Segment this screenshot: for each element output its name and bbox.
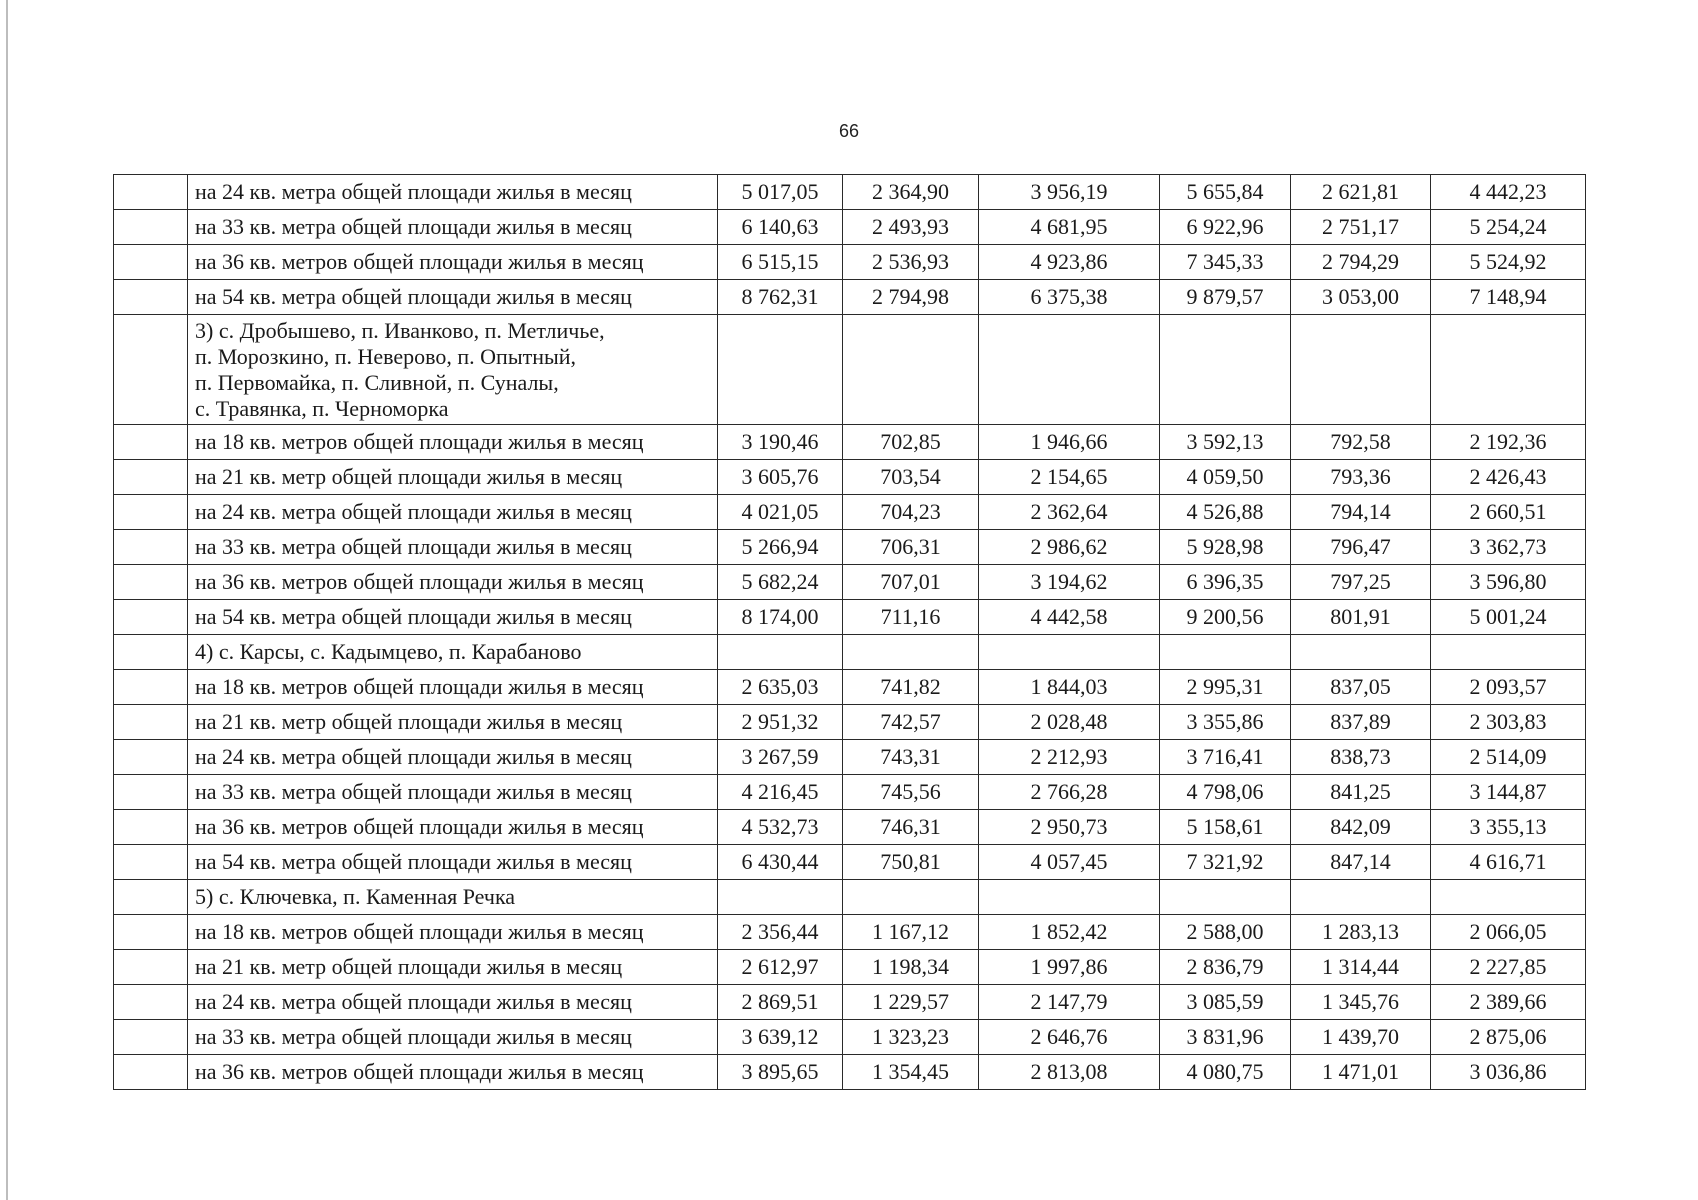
tariff-value-cell: 837,89 xyxy=(1291,705,1431,740)
table-row xyxy=(114,245,1586,280)
table-row xyxy=(114,775,1586,810)
tariff-value-cell: 3 956,19 xyxy=(979,175,1160,210)
tariff-value-cell: 1 997,86 xyxy=(979,950,1160,985)
tariff-value-cell: 2 794,29 xyxy=(1291,245,1431,280)
group-header-row xyxy=(114,880,1586,915)
tariff-value-cell: 702,85 xyxy=(843,425,979,460)
tariff-value-cell: 6 375,38 xyxy=(979,280,1160,315)
tariff-value-cell: 1 198,34 xyxy=(843,950,979,985)
tariff-value-cell xyxy=(1291,635,1431,670)
table-row xyxy=(114,425,1586,460)
group-header-row xyxy=(114,635,1586,670)
table-row xyxy=(114,915,1586,950)
tariff-value-cell: 1 946,66 xyxy=(979,425,1160,460)
tariff-value-cell: 838,73 xyxy=(1291,740,1431,775)
tariff-value-cell: 2 426,43 xyxy=(1431,460,1586,495)
tariff-value-cell: 1 314,44 xyxy=(1291,950,1431,985)
tariff-value-cell xyxy=(1160,635,1291,670)
row-number-cell xyxy=(114,985,188,1020)
tariff-value-cell: 3 194,62 xyxy=(979,565,1160,600)
tariff-value-cell: 3 085,59 xyxy=(1160,985,1291,1020)
tariff-value-cell: 2 995,31 xyxy=(1160,670,1291,705)
area-norm-label: на 33 кв. метра общей площади жилья в месяц xyxy=(188,210,718,245)
tariff-value-cell: 703,54 xyxy=(843,460,979,495)
tariff-value-cell: 2 588,00 xyxy=(1160,915,1291,950)
tariff-value-cell xyxy=(1291,315,1431,425)
tariff-value-cell: 4 442,58 xyxy=(979,600,1160,635)
tariff-value-cell: 2 227,85 xyxy=(1431,950,1586,985)
tariff-value-cell xyxy=(979,880,1160,915)
tariff-value-cell: 3 190,46 xyxy=(718,425,843,460)
area-norm-label: на 24 кв. метра общей площади жилья в месяц xyxy=(188,985,718,1020)
tariff-value-cell: 2 986,62 xyxy=(979,530,1160,565)
locality-group-label xyxy=(188,635,718,670)
table-row xyxy=(114,175,1586,210)
row-number-cell xyxy=(114,670,188,705)
table-row xyxy=(114,565,1586,600)
tariff-value-cell: 2 154,65 xyxy=(979,460,1160,495)
table-row xyxy=(114,460,1586,495)
tariff-value-cell: 704,23 xyxy=(843,495,979,530)
tariff-value-cell: 742,57 xyxy=(843,705,979,740)
tariff-value-cell: 5 682,24 xyxy=(718,565,843,600)
tariff-value-cell xyxy=(1160,880,1291,915)
tariff-value-cell: 2 875,06 xyxy=(1431,1020,1586,1055)
row-number-cell xyxy=(114,845,188,880)
table-row xyxy=(114,740,1586,775)
tariff-value-cell: 7 148,94 xyxy=(1431,280,1586,315)
row-number-cell xyxy=(114,705,188,740)
area-norm-label: на 33 кв. метра общей площади жилья в месяц xyxy=(188,1020,718,1055)
tariff-value-cell: 2 836,79 xyxy=(1160,950,1291,985)
tariff-value-cell: 5 266,94 xyxy=(718,530,843,565)
table-row xyxy=(114,1020,1586,1055)
tariff-value-cell xyxy=(843,635,979,670)
row-number-cell xyxy=(114,210,188,245)
tariff-value-cell: 707,01 xyxy=(843,565,979,600)
tariff-value-cell: 1 345,76 xyxy=(1291,985,1431,1020)
tariff-value-cell: 743,31 xyxy=(843,740,979,775)
tariff-value-cell: 2 493,93 xyxy=(843,210,979,245)
tariff-value-cell: 1 167,12 xyxy=(843,915,979,950)
area-norm-label: на 24 кв. метра общей площади жилья в месяц xyxy=(188,175,718,210)
area-norm-label: на 36 кв. метров общей площади жилья в месяц xyxy=(188,245,718,280)
tariff-value-cell: 746,31 xyxy=(843,810,979,845)
tariff-value-cell: 5 001,24 xyxy=(1431,600,1586,635)
tariff-value-cell: 842,09 xyxy=(1291,810,1431,845)
tariff-value-cell: 2 362,64 xyxy=(979,495,1160,530)
area-norm-label: на 24 кв. метра общей площади жилья в месяц xyxy=(188,495,718,530)
row-number-cell xyxy=(114,775,188,810)
tariff-value-cell: 2 794,98 xyxy=(843,280,979,315)
tariff-value-cell: 3 036,86 xyxy=(1431,1055,1586,1090)
table-row xyxy=(114,985,1586,1020)
tariff-value-cell: 2 093,57 xyxy=(1431,670,1586,705)
tariff-value-cell xyxy=(1160,315,1291,425)
tariff-value-cell: 2 621,81 xyxy=(1291,175,1431,210)
tariff-value-cell: 2 066,05 xyxy=(1431,915,1586,950)
row-number-cell xyxy=(114,175,188,210)
tariff-value-cell xyxy=(979,315,1160,425)
tariff-value-cell: 5 928,98 xyxy=(1160,530,1291,565)
tariff-value-cell: 7 321,92 xyxy=(1160,845,1291,880)
tariff-value-cell: 4 798,06 xyxy=(1160,775,1291,810)
tariff-value-cell: 2 364,90 xyxy=(843,175,979,210)
tariff-value-cell: 745,56 xyxy=(843,775,979,810)
tariff-value-cell: 4 080,75 xyxy=(1160,1055,1291,1090)
tariff-value-cell: 5 254,24 xyxy=(1431,210,1586,245)
tariff-value-cell xyxy=(718,635,843,670)
tariff-value-cell: 797,25 xyxy=(1291,565,1431,600)
locality-group-line: с. Травянка, п. Черноморка xyxy=(195,395,449,421)
area-norm-label: на 18 кв. метров общей площади жилья в месяц xyxy=(188,915,718,950)
table-row xyxy=(114,600,1586,635)
tariff-value-cell: 9 879,57 xyxy=(1160,280,1291,315)
tariff-value-cell: 6 515,15 xyxy=(718,245,843,280)
tariff-value-cell: 2 536,93 xyxy=(843,245,979,280)
tariff-value-cell: 3 267,59 xyxy=(718,740,843,775)
tariff-value-cell: 6 430,44 xyxy=(718,845,843,880)
tariff-value-cell: 3 355,13 xyxy=(1431,810,1586,845)
tariff-value-cell: 796,47 xyxy=(1291,530,1431,565)
tariff-value-cell: 4 616,71 xyxy=(1431,845,1586,880)
tariff-value-cell: 1 844,03 xyxy=(979,670,1160,705)
tariff-value-cell: 2 813,08 xyxy=(979,1055,1160,1090)
tariff-value-cell: 793,36 xyxy=(1291,460,1431,495)
area-norm-label: на 36 кв. метров общей площади жилья в месяц xyxy=(188,810,718,845)
tariff-value-cell: 5 158,61 xyxy=(1160,810,1291,845)
tariff-value-cell: 3 596,80 xyxy=(1431,565,1586,600)
tariff-value-cell: 2 612,97 xyxy=(718,950,843,985)
tariff-value-cell xyxy=(1431,635,1586,670)
row-number-cell xyxy=(114,425,188,460)
tariff-value-cell: 4 442,23 xyxy=(1431,175,1586,210)
tariff-value-cell: 2 766,28 xyxy=(979,775,1160,810)
tariff-value-cell: 794,14 xyxy=(1291,495,1431,530)
area-norm-label: на 18 кв. метров общей площади жилья в месяц xyxy=(188,670,718,705)
tariff-value-cell xyxy=(718,880,843,915)
area-norm-label: на 33 кв. метра общей площади жилья в месяц xyxy=(188,530,718,565)
tariff-value-cell: 3 639,12 xyxy=(718,1020,843,1055)
tariff-value-cell: 2 660,51 xyxy=(1431,495,1586,530)
row-number-cell xyxy=(114,740,188,775)
tariff-value-cell xyxy=(1431,880,1586,915)
locality-group-line: 5) с. Ключевка, п. Каменная Речка xyxy=(195,884,516,909)
tariff-value-cell: 8 762,31 xyxy=(718,280,843,315)
tariff-value-cell: 741,82 xyxy=(843,670,979,705)
tariff-value-cell: 6 922,96 xyxy=(1160,210,1291,245)
row-number-cell xyxy=(114,635,188,670)
tariff-value-cell: 3 144,87 xyxy=(1431,775,1586,810)
tariff-value-cell: 8 174,00 xyxy=(718,600,843,635)
tariff-value-cell: 2 514,09 xyxy=(1431,740,1586,775)
tariff-value-cell: 1 439,70 xyxy=(1291,1020,1431,1055)
row-number-cell xyxy=(114,245,188,280)
area-norm-label: на 18 кв. метров общей площади жилья в месяц xyxy=(188,425,718,460)
tariff-value-cell: 4 057,45 xyxy=(979,845,1160,880)
row-number-cell xyxy=(114,950,188,985)
area-norm-label: на 21 кв. метр общей площади жилья в месяц xyxy=(188,950,718,985)
tariff-value-cell: 4 923,86 xyxy=(979,245,1160,280)
tariff-value-cell: 6 396,35 xyxy=(1160,565,1291,600)
tariff-value-cell: 6 140,63 xyxy=(718,210,843,245)
tariff-value-cell: 4 532,73 xyxy=(718,810,843,845)
area-norm-label: на 36 кв. метров общей площади жилья в месяц xyxy=(188,565,718,600)
table-row xyxy=(114,210,1586,245)
tariff-value-cell: 2 028,48 xyxy=(979,705,1160,740)
area-norm-label: на 33 кв. метра общей площади жилья в месяц xyxy=(188,775,718,810)
tariff-value-cell: 3 716,41 xyxy=(1160,740,1291,775)
tariff-value-cell: 1 471,01 xyxy=(1291,1055,1431,1090)
table-row xyxy=(114,495,1586,530)
tariff-value-cell: 706,31 xyxy=(843,530,979,565)
tariff-value-cell: 3 592,13 xyxy=(1160,425,1291,460)
tariff-value-cell xyxy=(843,880,979,915)
table-row xyxy=(114,810,1586,845)
tariff-value-cell: 2 147,79 xyxy=(979,985,1160,1020)
area-norm-label: на 54 кв. метра общей площади жилья в месяц xyxy=(188,600,718,635)
tariff-value-cell: 2 212,93 xyxy=(979,740,1160,775)
tariff-value-cell: 1 229,57 xyxy=(843,985,979,1020)
tariff-value-cell: 2 389,66 xyxy=(1431,985,1586,1020)
area-norm-label: на 36 кв. метров общей площади жилья в месяц xyxy=(188,1055,718,1090)
tariff-value-cell: 4 526,88 xyxy=(1160,495,1291,530)
tariff-table xyxy=(113,174,1586,1090)
tariff-value-cell: 2 751,17 xyxy=(1291,210,1431,245)
row-number-cell xyxy=(114,460,188,495)
tariff-value-cell: 5 017,05 xyxy=(718,175,843,210)
tariff-value-cell xyxy=(979,635,1160,670)
tariff-value-cell: 801,91 xyxy=(1291,600,1431,635)
table-row xyxy=(114,530,1586,565)
table-row xyxy=(114,1055,1586,1090)
area-norm-label: на 54 кв. метра общей площади жилья в месяц xyxy=(188,845,718,880)
tariff-value-cell: 4 021,05 xyxy=(718,495,843,530)
locality-group-label xyxy=(188,880,718,915)
area-norm-label: на 54 кв. метра общей площади жилья в месяц xyxy=(188,280,718,315)
tariff-value-cell: 3 355,86 xyxy=(1160,705,1291,740)
tariff-value-cell: 2 951,32 xyxy=(718,705,843,740)
area-norm-label: на 24 кв. метра общей площади жилья в месяц xyxy=(188,740,718,775)
row-number-cell xyxy=(114,565,188,600)
tariff-value-cell: 2 192,36 xyxy=(1431,425,1586,460)
row-number-cell xyxy=(114,495,188,530)
locality-group-line: 4) с. Карсы, с. Кадымцево, п. Карабаново xyxy=(195,639,582,664)
tariff-value-cell: 4 216,45 xyxy=(718,775,843,810)
row-number-cell xyxy=(114,880,188,915)
scan-left-edge xyxy=(6,0,8,1200)
locality-group-line: 3) с. Дробышево, п. Иванково, п. Метличье, xyxy=(195,317,605,343)
tariff-value-cell: 2 635,03 xyxy=(718,670,843,705)
locality-group-line: п. Первомайка, п. Сливной, п. Суналы, xyxy=(195,369,559,395)
tariff-value-cell: 1 354,45 xyxy=(843,1055,979,1090)
area-norm-label: на 21 кв. метр общей площади жилья в месяц xyxy=(188,460,718,495)
tariff-value-cell: 2 869,51 xyxy=(718,985,843,1020)
tariff-value-cell: 5 524,92 xyxy=(1431,245,1586,280)
tariff-value-cell: 1 852,42 xyxy=(979,915,1160,950)
tariff-value-cell: 750,81 xyxy=(843,845,979,880)
tariff-value-cell: 2 950,73 xyxy=(979,810,1160,845)
locality-group-line: п. Морозкино, п. Неверово, п. Опытный, xyxy=(195,343,577,369)
locality-group-label xyxy=(188,315,718,425)
table-row xyxy=(114,670,1586,705)
tariff-value-cell: 837,05 xyxy=(1291,670,1431,705)
page-number: 66 xyxy=(838,121,860,141)
tariff-value-cell: 792,58 xyxy=(1291,425,1431,460)
tariff-value-cell: 4 059,50 xyxy=(1160,460,1291,495)
tariff-value-cell: 841,25 xyxy=(1291,775,1431,810)
tariff-value-cell xyxy=(1291,880,1431,915)
tariff-value-cell: 3 831,96 xyxy=(1160,1020,1291,1055)
tariff-value-cell: 2 303,83 xyxy=(1431,705,1586,740)
row-number-cell xyxy=(114,810,188,845)
tariff-value-cell: 1 323,23 xyxy=(843,1020,979,1055)
table-row xyxy=(114,950,1586,985)
tariff-value-cell: 3 895,65 xyxy=(718,1055,843,1090)
tariff-value-cell: 3 605,76 xyxy=(718,460,843,495)
row-number-cell xyxy=(114,915,188,950)
tariff-value-cell: 847,14 xyxy=(1291,845,1431,880)
tariff-value-cell xyxy=(718,315,843,425)
tariff-value-cell: 7 345,33 xyxy=(1160,245,1291,280)
tariff-value-cell: 3 362,73 xyxy=(1431,530,1586,565)
tariff-value-cell: 9 200,56 xyxy=(1160,600,1291,635)
tariff-table-body xyxy=(114,175,1586,1090)
tariff-value-cell: 5 655,84 xyxy=(1160,175,1291,210)
table-row xyxy=(114,705,1586,740)
tariff-value-cell xyxy=(1431,315,1586,425)
row-number-cell xyxy=(114,1055,188,1090)
tariff-value-cell: 3 053,00 xyxy=(1291,280,1431,315)
tariff-value-cell: 1 283,13 xyxy=(1291,915,1431,950)
row-number-cell xyxy=(114,530,188,565)
group-header-row xyxy=(114,315,1586,425)
table-row xyxy=(114,280,1586,315)
tariff-value-cell: 2 356,44 xyxy=(718,915,843,950)
row-number-cell xyxy=(114,1020,188,1055)
tariff-value-cell: 2 646,76 xyxy=(979,1020,1160,1055)
area-norm-label: на 21 кв. метр общей площади жилья в месяц xyxy=(188,705,718,740)
row-number-cell xyxy=(114,600,188,635)
row-number-cell xyxy=(114,315,188,425)
tariff-value-cell xyxy=(843,315,979,425)
table-row xyxy=(114,845,1586,880)
row-number-cell xyxy=(114,280,188,315)
tariff-value-cell: 4 681,95 xyxy=(979,210,1160,245)
tariff-value-cell: 711,16 xyxy=(843,600,979,635)
